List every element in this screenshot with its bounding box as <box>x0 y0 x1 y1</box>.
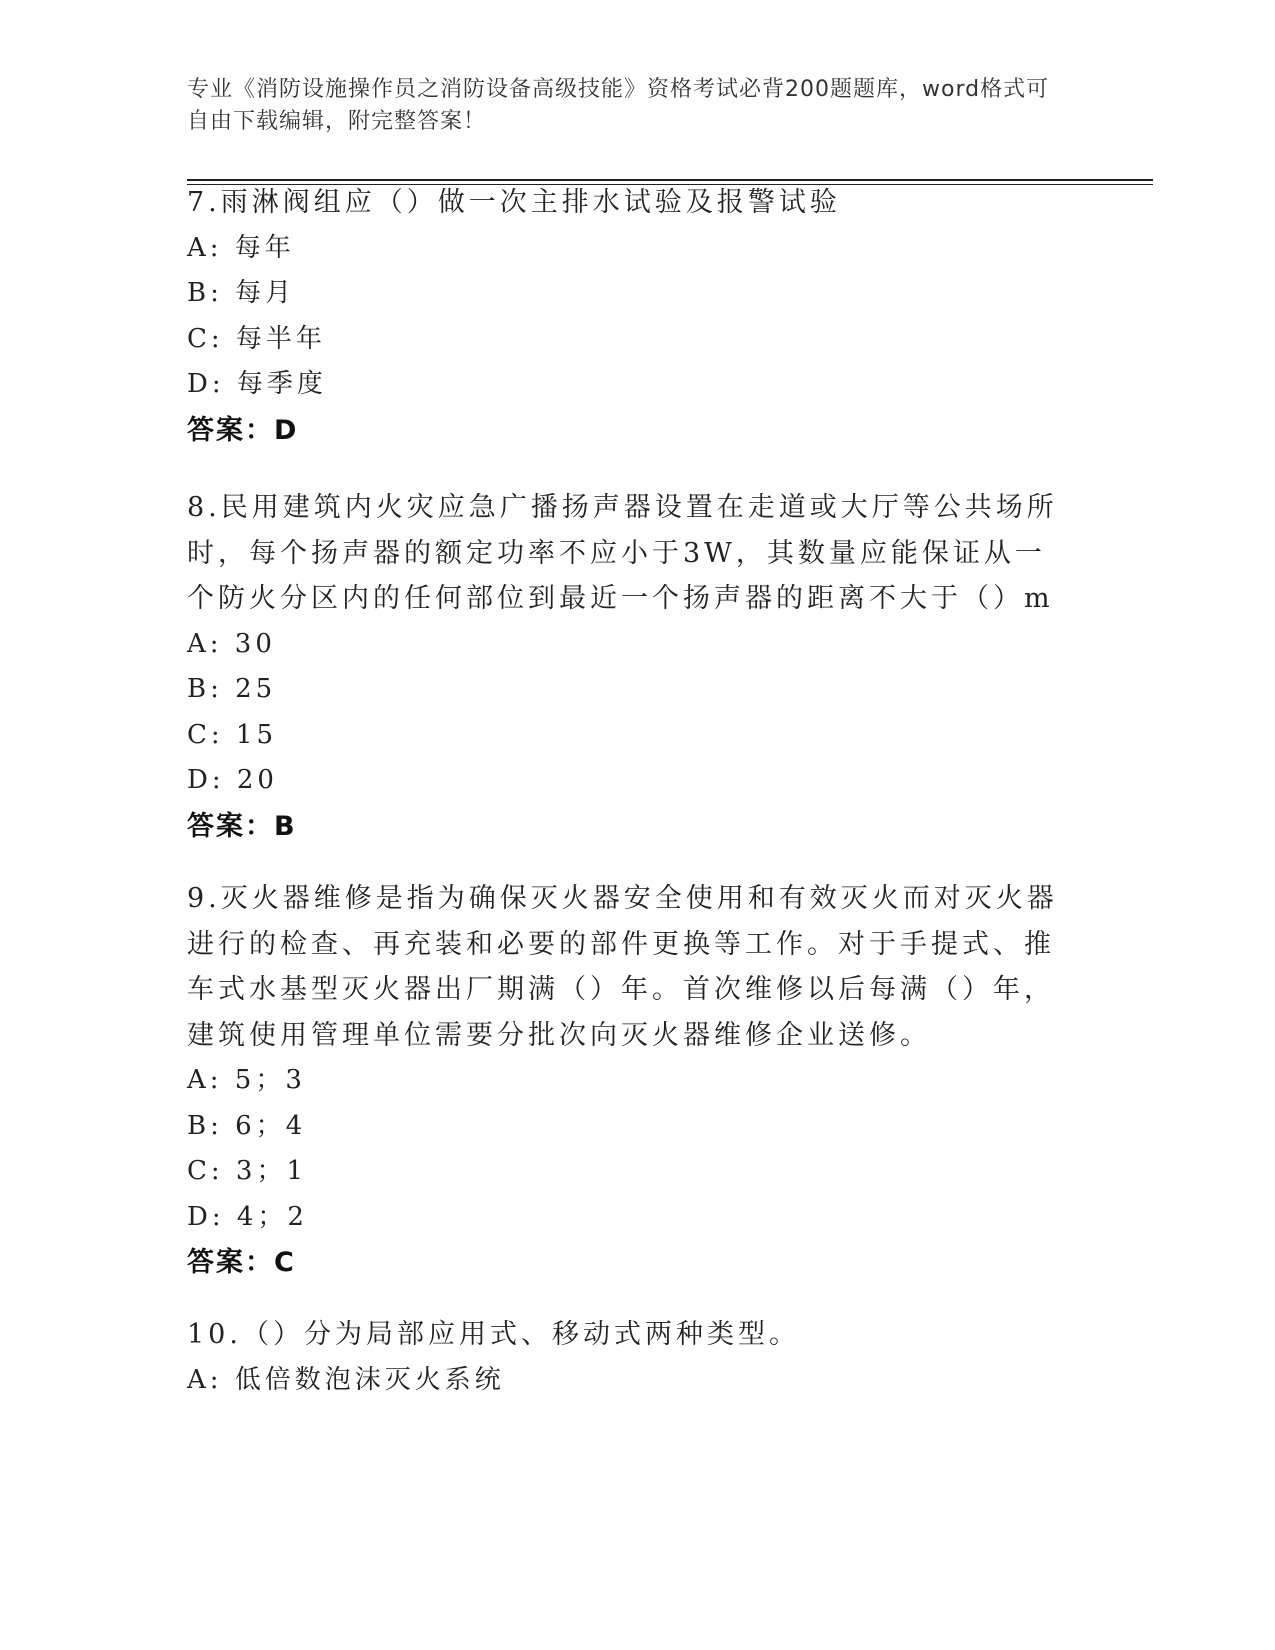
question-stem: 10.（）分为局部应用式、移动式两种类型。 <box>187 1319 800 1350</box>
question-10 <box>187 1312 1067 1403</box>
option-d: D: 每季度 <box>187 369 327 399</box>
option-a: A: 每年 <box>187 232 295 263</box>
question-stem: 9.灭火器维修是指为确保灭火器安全使用和有效灭火而对灭火器进行的检查、再充装和必要的部件更换等工作。对于手提式、推车式水基型灭火器出厂期满（）年。首次维修以后每满（）年，建筑使用管理单位需要分批次向灭火器维修企业送修。 <box>187 883 1058 1051</box>
option-b: B: 每月 <box>187 278 296 308</box>
question-stem: 7.雨淋阀组应（）做一次主排水试验及报警试验 <box>187 187 841 218</box>
option-a: A: 30 <box>187 628 276 659</box>
question-7 <box>187 180 1067 453</box>
option-b: B: 25 <box>187 674 277 704</box>
answer-label: 答案：C <box>187 1247 296 1278</box>
question-8 <box>187 485 1067 849</box>
option-c: C: 3；1 <box>187 1156 308 1186</box>
option-a: A: 低倍数泡沫灭火系统 <box>187 1364 505 1395</box>
option-d: D: 20 <box>187 765 278 795</box>
question-stem: 8.民用建筑内火灾应急广播扬声器设置在走道或大厅等公共场所时，每个扬声器的额定功率不应小于3W，其数量应能保证从一个防火分区内的任何部位到最近一个扬声器的距离不大于（）m <box>187 492 1058 614</box>
answer-label: 答案：B <box>187 810 297 842</box>
option-c: C: 15 <box>187 719 278 750</box>
option-c: C: 每半年 <box>187 323 326 354</box>
question-9 <box>187 876 1067 1286</box>
answer-label: 答案：D <box>187 414 299 446</box>
option-b: B: 6；4 <box>187 1110 307 1141</box>
header-text: 专业《消防设施操作员之消防设备高级技能》资格考试必背200题题库，word格式可自由下载编辑，附完整答案！ <box>187 77 1050 134</box>
option-d: D: 4；2 <box>187 1201 308 1232</box>
option-a: A: 5；3 <box>187 1065 306 1095</box>
